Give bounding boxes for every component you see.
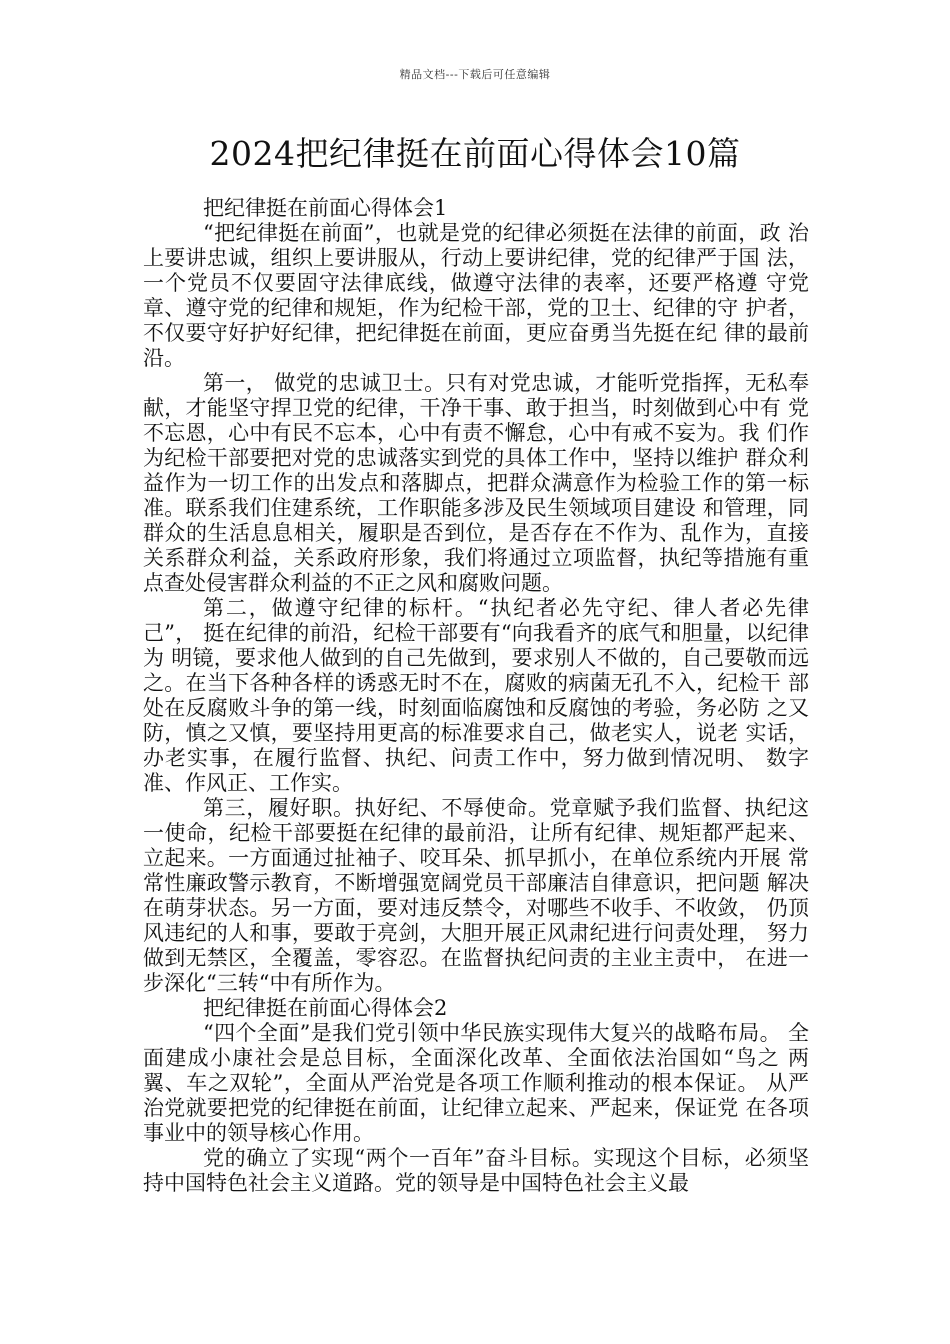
paragraph: 第一， 做党的忠诚卫士。只有对党忠诚，才能听党指挥，无私奉 献，才能坚守捍卫党的纪律，干净干事、敢于担当，时刻做到心中有 党不忘恩，心中有民不忘本，心中有责不懈怠，心中有戒不妄为。我 们作为纪检干部要把对党的忠诚落实到党的具体工作中，坚持以维护 群众利益作为一切工作的出发点和落脚点，把群众满意作为检验工作的第一标准。联系我们住建系统，工作职能多涉及民生领域项目建设 和管理，同群众的生活息息相关，履职是否到位，是否存在不作为、乱作为，直接关系群众利益，关系政府形象，我们将通过立项监督，执纪等措施有重点查处侵害群众利益的不正之风和腐败问题。 (143, 371, 809, 595)
paragraph: 第三，履好职。执好纪、不辱使命。党章赋予我们监督、执纪这 一使命，纪检干部要挺在纪律的最前沿，让所有纪律、规矩都严起来、 立起来。一方面通过扯袖子、咬耳朵、抓早抓小，在单位系统内开展 常常性廉政警示教育，不断增强宽阔党员干部廉洁自律意识，把问题 解决在萌芽状态。另一方面，要对违反禁令，对哪些不收手、不收敛， 仍顶风违纪的人和事，要敢于亮剑，大胆开展正风肃纪进行问责处理， 努力做到无禁区，全覆盖，零容忍。在监督执纪问责的主业主责中， 在进一步深化“三转“中有所作为。 (143, 796, 809, 995)
section-heading: 把纪律挺在前面心得体会2 (203, 996, 448, 1020)
paragraph: 党的确立了实现“两个一百年”奋斗目标。实现这个目标，必须坚持中国特色社会主义道路。党的领导是中国特色社会主义最 (143, 1146, 809, 1195)
paragraph: “把纪律挺在前面”，也就是党的纪律必须挺在法律的前面，政 治上要讲忠诚，组织上要讲服从，行动上要讲纪律，党的纪律严于国 法，一个党员不仅要固守法律底线，做遵守法律的表率，还要严格遵 守党章、遵守党的纪律和规矩，作为纪检干部，党的卫士、纪律的守 护者，不仅要守好护好纪律，把纪律挺在前面，更应奋勇当先挺在纪 律的最前沿。 (143, 221, 809, 370)
paragraph: “四个全面”是我们党引领中华民族实现伟大复兴的战略布局。 全面建成小康社会是总目标，全面深化改革、全面依法治国如“鸟之 两翼、车之双轮”，全面从严治党是各项工作顺利推动的根本保证。 从严治党就要把党的纪律挺在前面，让纪律立起来、严起来，保证党 在各项事业中的领导核心作用。 (143, 1021, 809, 1145)
section-heading: 把纪律挺在前面心得体会1 (203, 196, 448, 220)
paragraph: 第二，做遵守纪律的标杆。“执纪者必先守纪、律人者必先律己”， 挺在纪律的前沿，纪检干部要有“向我看齐的底气和胆量，以纪律为 明镜，要求他人做到的自己先做到，要求别人不做的，自己要敬而远 之。在当下各种各样的诱惑无时不在，腐败的病菌无孔不入，纪检干 部处在反腐败斗争的第一线，时刻面临腐蚀和反腐蚀的考验，务必防 之又防，慎之又慎，要坚持用更高的标准要求自己，做老实人，说老 实话，办老实事，在履行监督、执纪、问责工作中，努力做到情况明、 数字准、作风正、工作实。 (143, 596, 809, 795)
header-note: 精品文档---下载后可任意编辑 (399, 68, 551, 81)
document-body (143, 196, 809, 1196)
document-title: 2024把纪律挺在前面心得体会10篇 (209, 134, 741, 173)
